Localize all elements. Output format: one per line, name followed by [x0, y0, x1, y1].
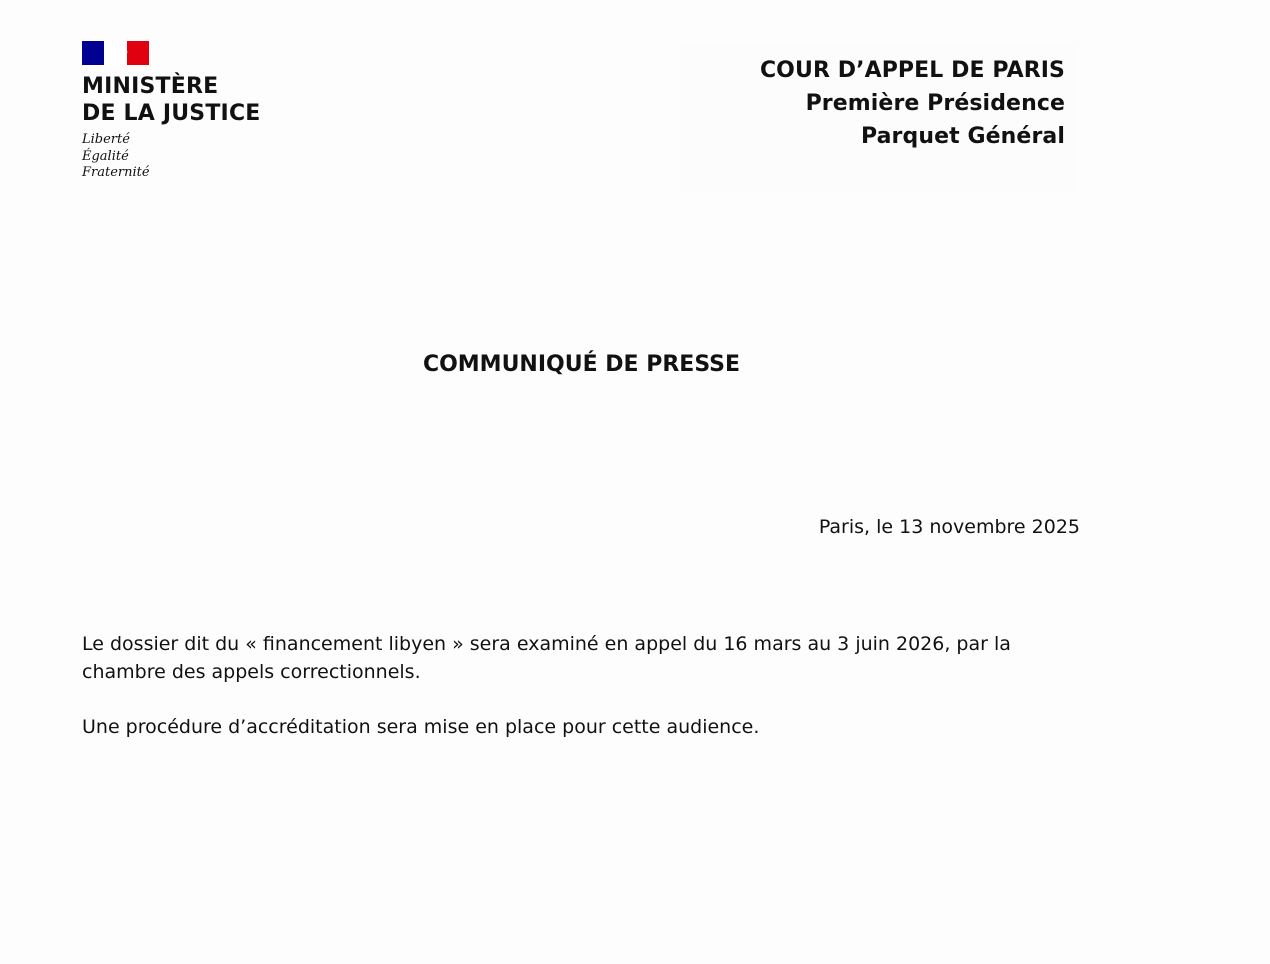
court-name: COUR D’APPEL DE PARIS: [759, 58, 1065, 83]
document-body: [82, 630, 1092, 768]
document-date: Paris, le 13 novembre 2025: [818, 516, 1080, 538]
court-first-presidency: Première Présidence: [805, 91, 1065, 116]
document-title: COMMUNIQUÉ DE PRESSE: [422, 352, 741, 377]
marianne-flag-icon: [82, 41, 149, 65]
ministry-name: [82, 73, 282, 127]
ministry-name-line1: MINISTÈRE: [82, 74, 219, 99]
ministry-logo: [82, 41, 282, 182]
court-header: [680, 42, 1078, 192]
republic-motto: [82, 132, 282, 182]
court-lines: [760, 54, 1065, 153]
motto-egalite: Égalité: [82, 148, 129, 164]
marianne-profile-icon: [92, 41, 136, 65]
body-paragraph: Le dossier dit du « financement libyen » sera examiné en appel du 16 mars au 3 juin 2026, par la chambre des appels correctionnels.: [82, 633, 1011, 683]
body-paragraph: Une procédure d’accréditation sera mise en place pour cette audience.: [82, 716, 760, 738]
motto-liberte: Liberté: [82, 132, 130, 147]
ministry-name-line2: DE LA JUSTICE: [82, 101, 261, 126]
court-prosecutor-office: Parquet Général: [860, 124, 1065, 149]
motto-fraternite: Fraternité: [82, 165, 150, 180]
